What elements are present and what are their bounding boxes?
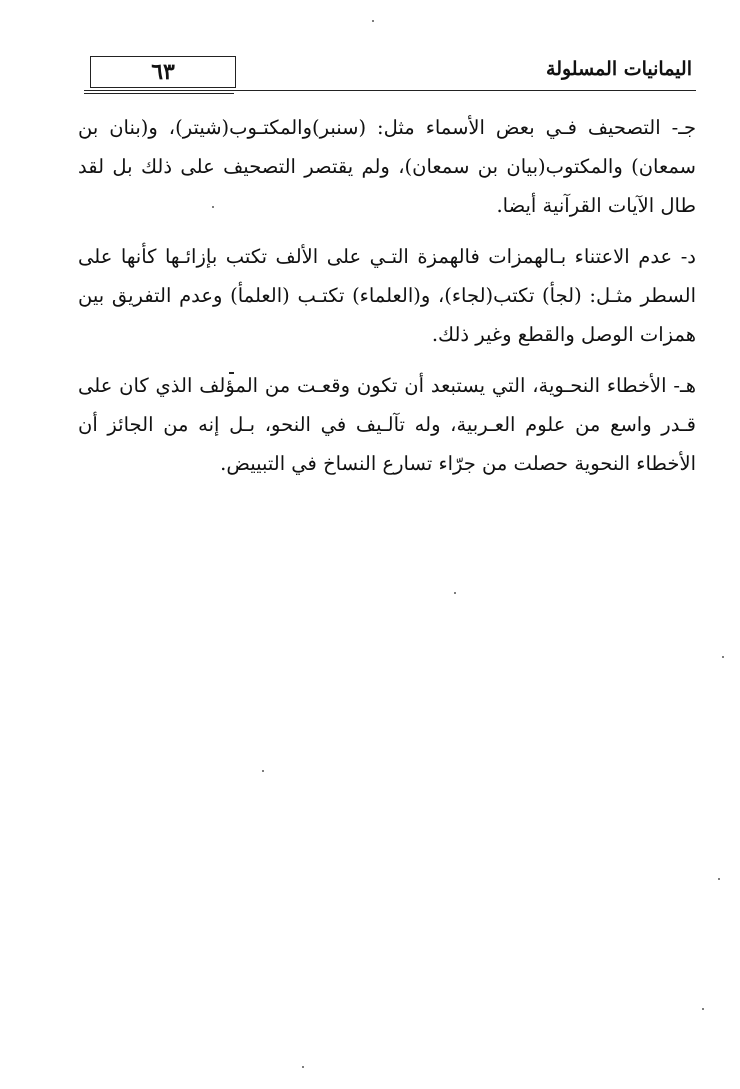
paragraph-item-dal bbox=[78, 237, 696, 354]
scan-speck bbox=[212, 206, 214, 208]
paragraph-item-ha bbox=[78, 366, 696, 483]
scan-speck bbox=[372, 20, 374, 22]
scan-speck bbox=[718, 878, 720, 880]
paragraph-marker: د- bbox=[680, 245, 696, 268]
paragraph-text: الأخطاء النحـوية، التي يستبعد أن تكون وقعـت من المؤلف الذي كان على قـدر واسع من علوم العـربية، وله تآلـيف في النحو، بـل إنه من الجائز أن الأخطاء النحوية حصلت من جرّاء تسارع النساخ في التبييض. bbox=[78, 374, 696, 475]
running-title: اليمانيات المسلولة bbox=[546, 58, 692, 80]
page-number: ٦٣ bbox=[151, 59, 175, 85]
scan-speck bbox=[302, 1066, 304, 1068]
body-text bbox=[78, 108, 696, 495]
paragraph-marker: هـ- bbox=[673, 374, 696, 397]
scan-speck bbox=[722, 656, 724, 658]
scan-speck bbox=[702, 1008, 704, 1010]
paragraph-item-jim bbox=[78, 108, 696, 225]
paragraph-text: عدم الاعتناء بـالهمزات فالهمزة التـي على الألف تكتب بإزائـها كأنها على السطر مثـل: (لجأ) تكتب(لجاء)، و(العلماء) تكتـب (العلمأ) وعدم التفريق بين همزات الوصل والقطع وغير ذلك. bbox=[78, 245, 696, 346]
paragraph-text: التصحيف فـي بعض الأسماء مثل: (سنبر)والمكتـوب(شيتر)، و(بنان بن سمعان) والمكتوب(بيان بن سمعان)، ولم يقتصر التصحيف على ذلك بل لقد طال الآيات القرآنية أيضا. bbox=[78, 116, 696, 217]
header-rule bbox=[84, 90, 696, 91]
header-rule-secondary bbox=[84, 93, 234, 94]
scan-speck bbox=[454, 592, 456, 594]
paragraph-marker: جـ- bbox=[671, 116, 696, 139]
scan-speck bbox=[262, 770, 264, 772]
page-number-box bbox=[90, 56, 236, 88]
page-header bbox=[84, 52, 696, 94]
scan-mark bbox=[229, 372, 234, 374]
